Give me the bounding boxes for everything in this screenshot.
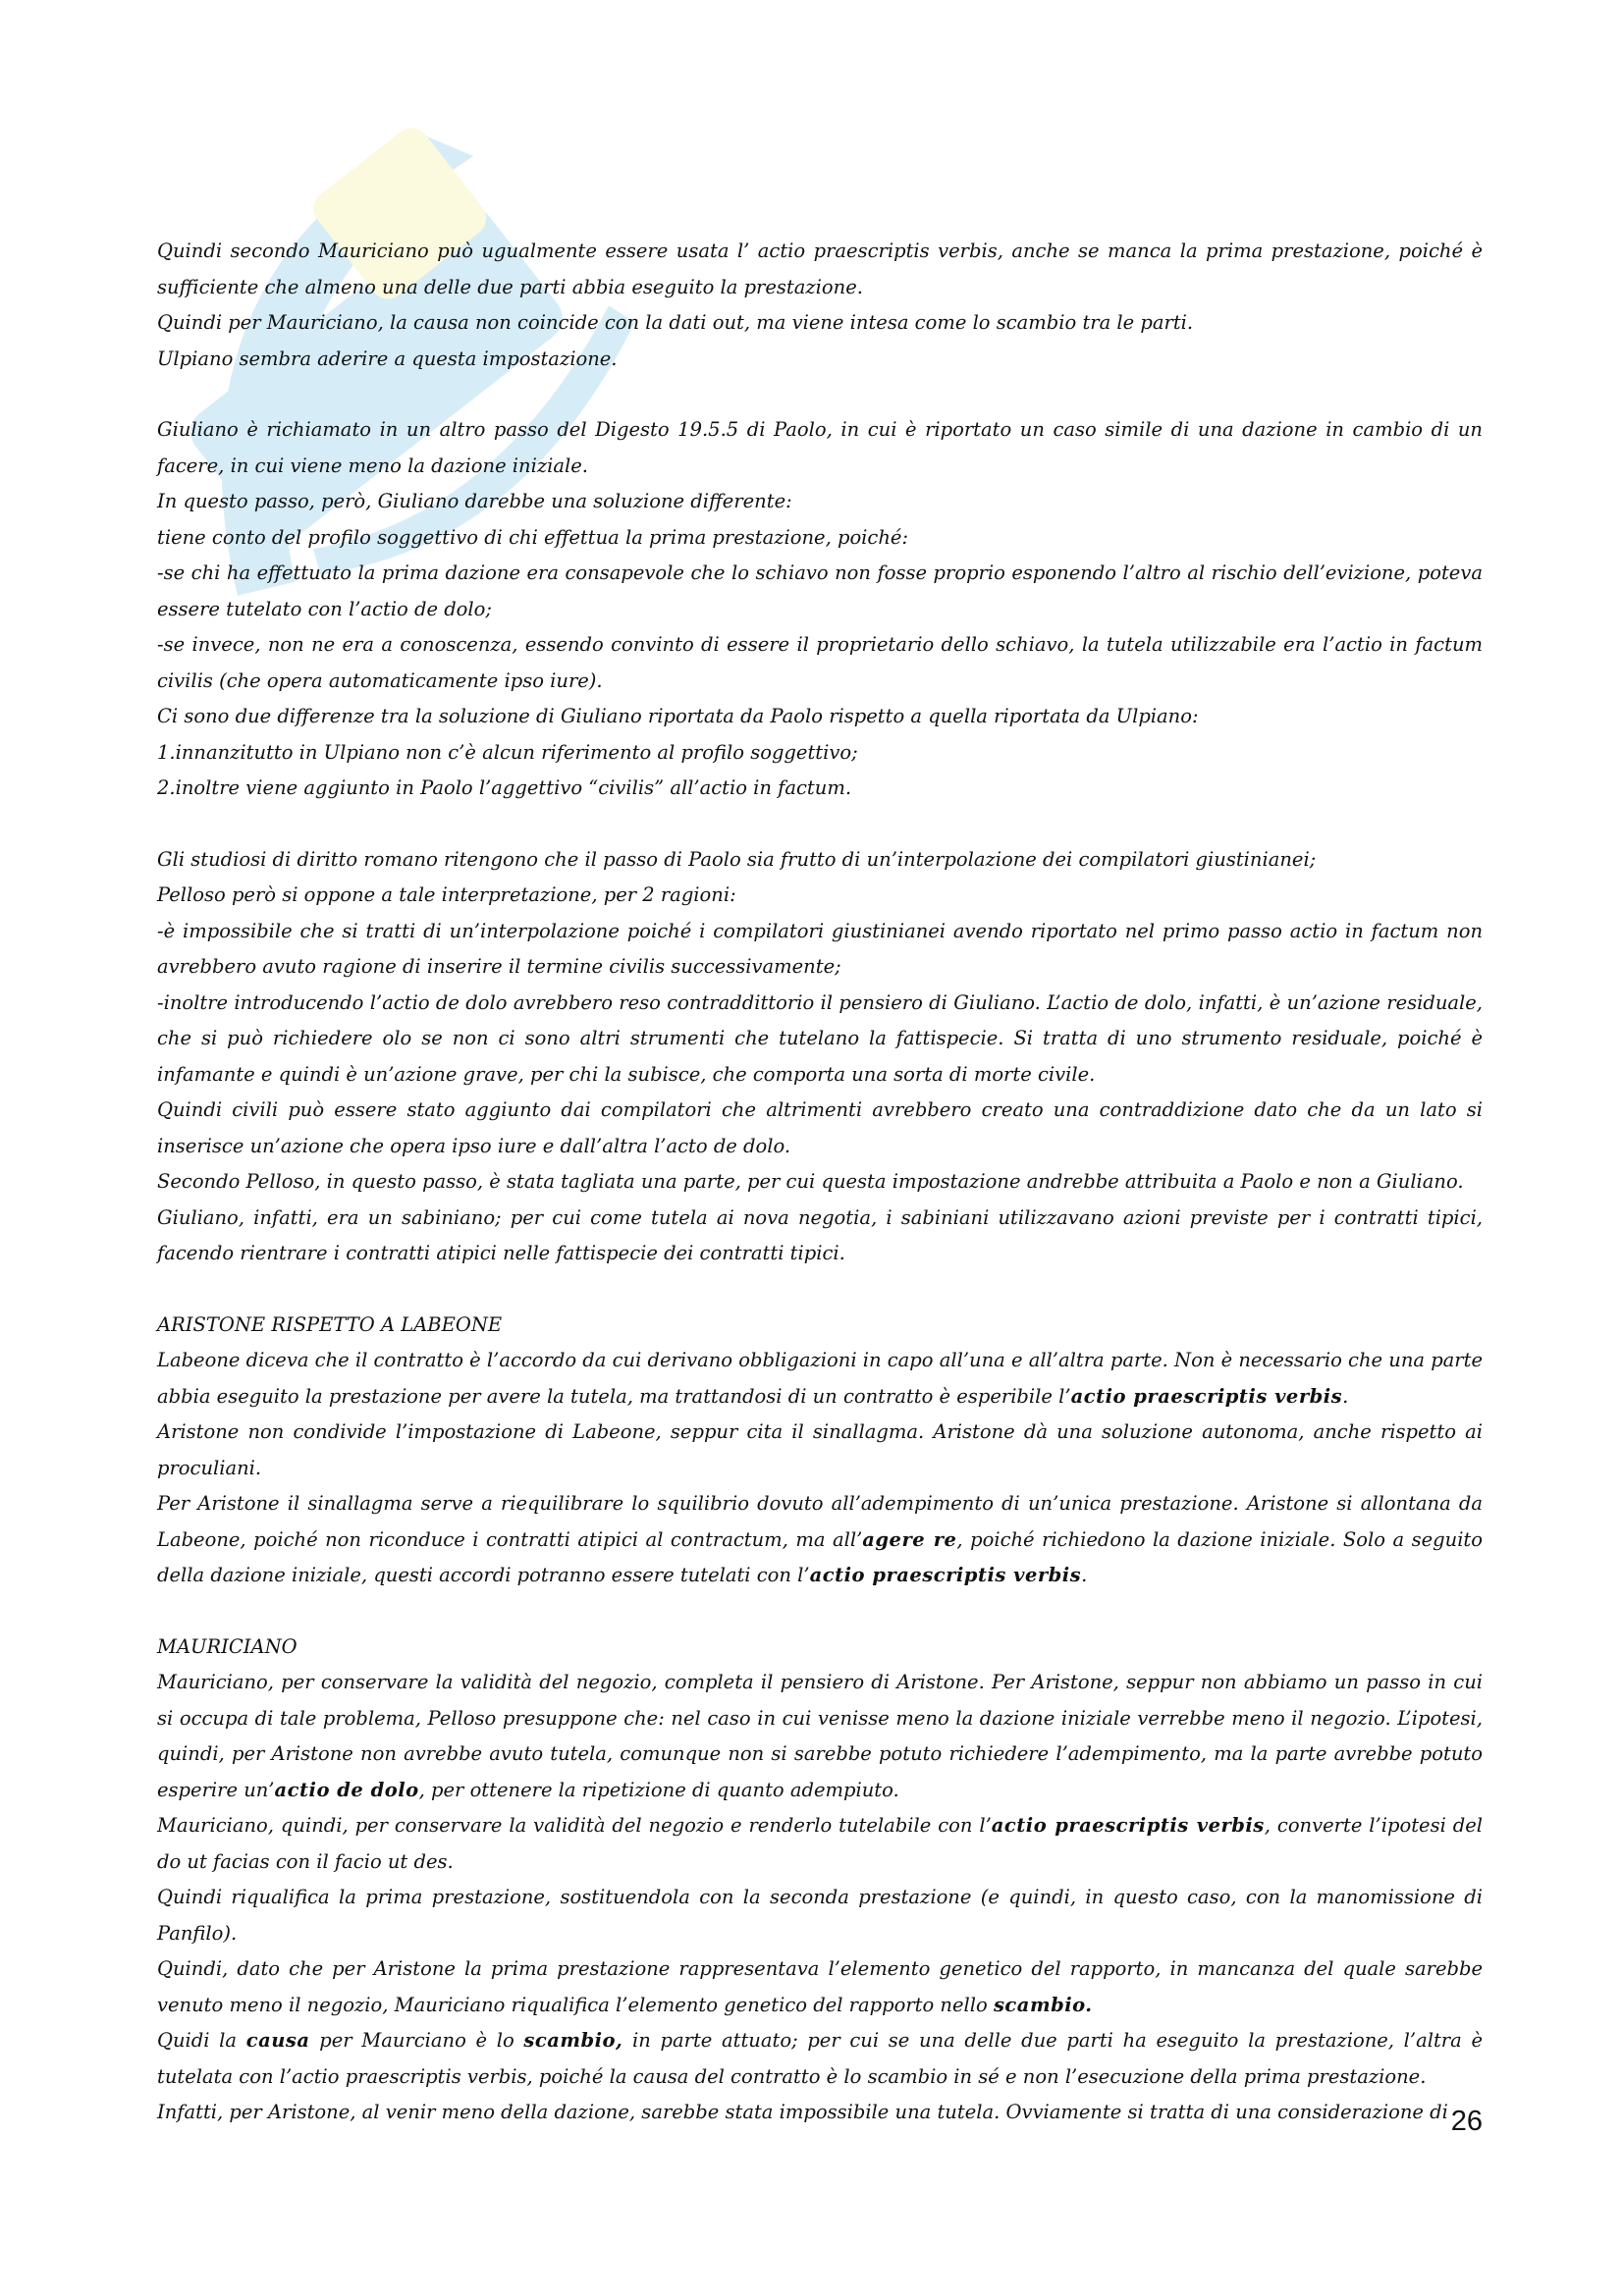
text-run: Per Aristone il sinallagma serve a riequilibrare lo squilibrio dovuto all’adempimento di un’unica prestazione. Aristone si allontana da Labeone, poiché non riconduce i contratti atipici al contractum, ma all’	[157, 1492, 1483, 1551]
paragraph	[157, 1665, 1483, 1808]
text-run: Quidi la	[157, 2029, 246, 2052]
emphasis-term: scambio,	[523, 2029, 623, 2052]
text-run: -se chi ha effettuato la prima dazione era consapevole che lo schiavo non fosse proprio esponendo l’altro al rischio dell’evizione, poteva essere tutelato con l’actio de dolo;	[157, 561, 1483, 620]
emphasis-term: scambio.	[993, 1993, 1093, 2016]
text-run: Mauriciano, per conservare la validità del negozio, completa il pensiero di Aristone. Per Aristone, seppur non abbiamo un passo in cui si occupa di tale problema, Pelloso presuppone che: nel caso in cui venisse meno la dazione iniziale verrebbe meno il negozio. L’ipotesi, quindi, per Aristone non avrebbe avuto tutela, comunque non si sarebbe potuto richiedere l’adempimento, ma la parte avrebbe potuto esperire un’	[157, 1671, 1483, 1801]
paragraph	[157, 1415, 1483, 1486]
paragraph	[157, 771, 1483, 807]
paragraph	[157, 1164, 1483, 1201]
paragraph	[157, 627, 1483, 699]
text-run: -inoltre introducendo l’actio de dolo avrebbero reso contraddittorio il pensiero di Giuliano. L’actio de dolo, infatti, è un’azione residuale, che si può richiedere olo se non ci sono altri strumenti che tutelano la fattispecie. Si tratta di uno strumento residuale, poiché è infamante e quindi è un’azione grave, per chi la subisce, che comporta una sorta di morte civile.	[157, 990, 1483, 1086]
text-run: Ci sono due differenze tra la soluzione di Giuliano riportata da Paolo rispetto a quella riportata da Ulpiano:	[157, 705, 1199, 727]
paragraph	[157, 1093, 1483, 1164]
emphasis-term: actio praescriptis verbis	[1070, 1384, 1343, 1408]
paragraph-gap	[157, 1272, 1483, 1308]
emphasis-term: actio de dolo	[274, 1778, 419, 1801]
text-run: Giuliano, infatti, era un sabiniano; per cui come tutela ai nova negotia, i sabiniani utilizzavano azioni previste per i contratti tipici, facendo rientrare i contratti atipici nelle fattispecie dei contratti tipici.	[157, 1205, 1483, 1264]
text-run: Infatti, per Aristone, al venir meno della dazione, sarebbe stata impossibile una tutela. Ovviamente si tratta di una considerazione di	[157, 2101, 1448, 2123]
page-number: 26	[1450, 2106, 1483, 2137]
paragraph-gap	[157, 1594, 1483, 1629]
text-run: Quindi civili può essere stato aggiunto dai compilatori che altrimenti avrebbero creato una contraddizione dato che da un lato si inserisce un’azione che opera ipso iure e dall’altra l’acto de dolo.	[157, 1098, 1483, 1157]
paragraph	[157, 1880, 1483, 1951]
text-run: -è impossibile che si tratti di un’interpolazione poiché i compilatori giustinianei avendo riportato nel primo passo actio in factum non avrebbero avuto ragione di inserire il termine civilis successivamente;	[157, 919, 1483, 978]
text-run: Quindi per Mauriciano, la causa non coincide con la dati out, ma viene intesa come lo scambio tra le parti.	[157, 311, 1194, 334]
text-run: Aristone non condivide l’impostazione di Labeone, seppur cita il sinallagma. Aristone dà una soluzione autonoma, anche rispetto ai proculiani.	[157, 1420, 1483, 1479]
section-heading	[157, 1308, 1483, 1344]
paragraph	[157, 520, 1483, 557]
text-run: , converte l’ipotesi del do ut facias con il facio ut des.	[157, 1814, 1483, 1873]
text-run: , per ottenere la ripetizione di quanto adempiuto.	[418, 1778, 899, 1801]
text-run: MAURICIANO	[157, 1634, 298, 1658]
paragraph	[157, 484, 1483, 520]
paragraph	[157, 842, 1483, 879]
text-run: 2.inoltre viene aggiunto in Paolo l’aggettivo “civilis” all’actio in factum.	[157, 776, 852, 799]
text-run: In questo passo, però, Giuliano darebbe una soluzione differente:	[157, 490, 792, 512]
paragraph	[157, 234, 1483, 305]
text-run: Giuliano è richiamato in un altro passo del Digesto 19.5.5 di Paolo, in cui è riportato un caso simile di una dazione in cambio di un facere, in cui viene meno la dazione iniziale.	[157, 418, 1483, 477]
text-run: -se invece, non ne era a conoscenza, essendo convinto di essere il proprietario dello schiavo, la tutela utilizzabile era l’actio in factum civilis (che opera automaticamente ipso iure).	[157, 633, 1483, 692]
emphasis-term: actio praescriptis verbis	[809, 1564, 1082, 1586]
text-run: 1.innanzitutto in Ulpiano non c’è alcun riferimento al profilo soggettivo;	[157, 740, 858, 764]
text-run: , poiché richiedono la dazione iniziale. Solo a seguito della dazione iniziale, questi accordi potranno essere tutelati con l’	[157, 1527, 1484, 1586]
text-run: per Maurciano è lo	[309, 2029, 524, 2052]
paragraph	[157, 699, 1483, 735]
text-run: Quindi secondo Mauriciano può ugualmente essere usata l’ actio praescriptis verbis, anche se manca la prima prestazione, poiché è sufficiente che almeno una delle due parti abbia eseguito la prestazione.	[157, 240, 1483, 298]
paragraph	[157, 1201, 1483, 1272]
text-run: .	[1342, 1384, 1349, 1408]
text-run: Pelloso però si oppone a tale interpretazione, per 2 ragioni:	[157, 883, 736, 906]
paragraph	[157, 1808, 1483, 1880]
paragraph	[157, 1343, 1483, 1415]
paragraph	[157, 305, 1483, 342]
text-run: ARISTONE RISPETTO A LABEONE	[157, 1312, 503, 1336]
paragraph	[157, 735, 1483, 772]
text-run: Quindi riqualifica la prima prestazione, sostituendola con la seconda prestazione (e quindi, in questo caso, con la manomissione di Panfilo).	[157, 1886, 1483, 1945]
paragraph	[157, 1951, 1483, 2023]
text-run: Gli studiosi di diritto romano ritengono che il passo di Paolo sia frutto di un’interpolazione dei compilatori giustinianei;	[157, 847, 1317, 871]
paragraph	[157, 986, 1483, 1094]
text-run: Quindi, dato che per Aristone la prima prestazione rappresentava l’elemento genetico del rapporto, in mancanza del quale sarebbe venuto meno il negozio, Mauriciano riqualifica l’elemento genetico del rapporto nello	[157, 1957, 1483, 2016]
text-run: tiene conto del profilo soggettivo di chi effettua la prima prestazione, poiché:	[157, 525, 909, 549]
text-run: Ulpiano sembra aderire a questa impostazione.	[157, 347, 618, 370]
text-run: .	[1081, 1564, 1088, 1586]
emphasis-term: actio praescriptis verbis	[991, 1814, 1265, 1837]
text-run: in parte attuato; per cui se una delle due parti ha eseguito la prestazione, l’altra è tutelata con l’actio praescriptis verbis, poiché la causa del contratto è lo scambio in sé e non l’esecuzione della prima prestazione.	[157, 2029, 1483, 2088]
paragraph	[157, 412, 1483, 484]
paragraph	[157, 342, 1483, 378]
section-heading	[157, 1629, 1483, 1666]
paragraph	[157, 878, 1483, 914]
text-run: Labeone diceva che il contratto è l’accordo da cui derivano obbligazioni in capo all’una e all’altra parte. Non è necessario che una parte abbia eseguito la prestazione per avere la tutela, ma trattandosi di un contratto è esperibile l’	[157, 1349, 1484, 1408]
text-run: Mauriciano, quindi, per conservare la validità del negozio e renderlo tutelabile con l’	[157, 1814, 992, 1837]
paragraph	[157, 1486, 1483, 1594]
emphasis-term: causa	[245, 2029, 310, 2052]
paragraph	[157, 914, 1483, 986]
emphasis-term: agere re	[862, 1527, 957, 1551]
paragraph-gap	[157, 807, 1483, 842]
paragraph-gap	[157, 377, 1483, 412]
document-body	[157, 234, 1483, 2131]
paragraph	[157, 2023, 1483, 2095]
paragraph	[157, 2095, 1483, 2131]
text-run: Secondo Pelloso, in questo passo, è stata tagliata una parte, per cui questa impostazione andrebbe attribuita a Paolo e non a Giuliano.	[157, 1170, 1464, 1193]
paragraph	[157, 556, 1483, 627]
